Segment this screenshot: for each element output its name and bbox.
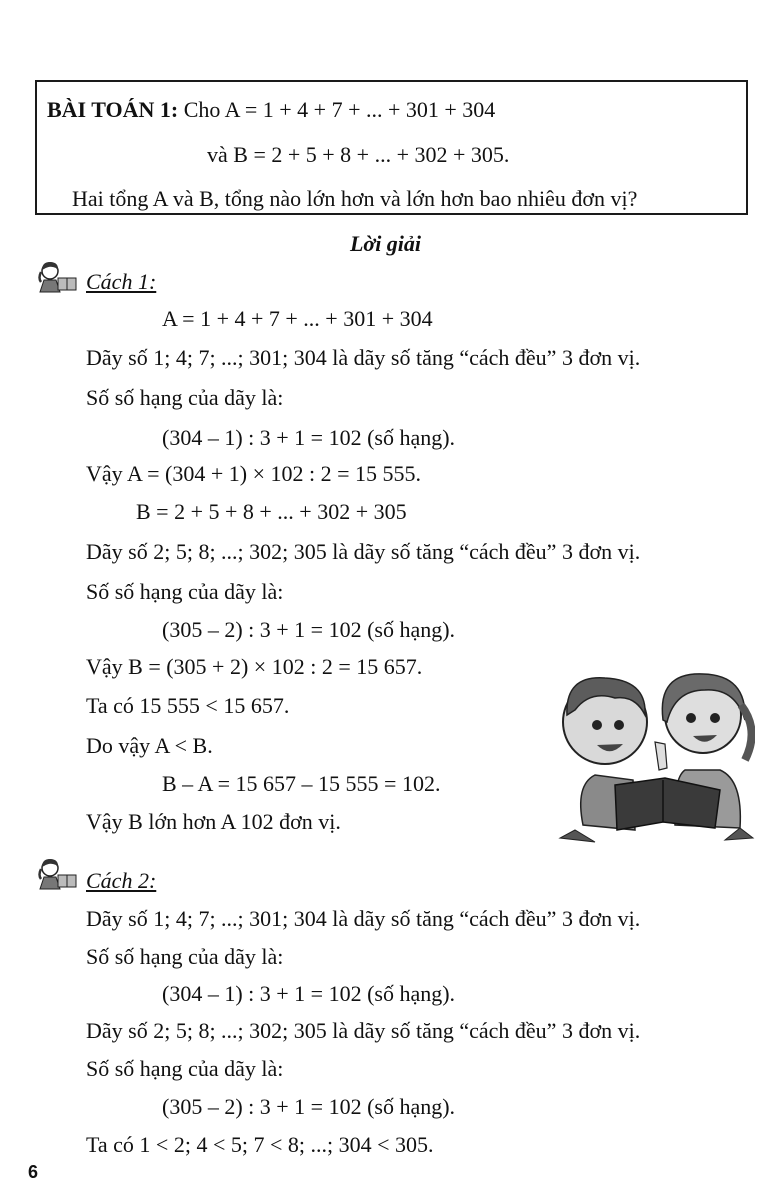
problem-label: BÀI TOÁN 1: (47, 97, 179, 122)
method-2-line: Số số hạng của dãy là: (86, 944, 284, 969)
problem-line-1 (47, 96, 495, 124)
page-number: 6 (28, 1162, 39, 1182)
method-2-line: Dãy số 2; 5; 8; ...; 302; 305 là dãy số tăng “cách đều” 3 đơn vị. (86, 1018, 641, 1043)
method-1-line: Vậy B lớn hơn A 102 đơn vị. (86, 809, 341, 834)
problem-line-2: và B = 2 + 5 + 8 + ... + 302 + 305. (207, 142, 510, 167)
method-1-line: Vậy B = (305 + 2) × 102 : 2 = 15 657. (86, 654, 423, 679)
children-reading-illustration (555, 660, 755, 845)
girl-reading-icon (36, 260, 80, 294)
method-2-line: Dãy số 1; 4; 7; ...; 301; 304 là dãy số tăng “cách đều” 3 đơn vị. (86, 906, 641, 931)
method-1-line: Do vậy A < B. (86, 733, 213, 758)
method-1-heading: Cách 1: (86, 269, 157, 294)
method-1-line: Dãy số 1; 4; 7; ...; 301; 304 là dãy số tăng “cách đều” 3 đơn vị. (86, 345, 641, 370)
method-1-line: (304 – 1) : 3 + 1 = 102 (số hạng). (162, 425, 456, 450)
method-1-line: Ta có 15 555 < 15 657. (86, 693, 290, 718)
method-1-line: B – A = 15 657 – 15 555 = 102. (162, 771, 441, 796)
method-2-line: (305 – 2) : 3 + 1 = 102 (số hạng). (162, 1094, 456, 1119)
method-2-line: (304 – 1) : 3 + 1 = 102 (số hạng). (162, 981, 456, 1006)
method-1-line: B = 2 + 5 + 8 + ... + 302 + 305 (136, 499, 407, 524)
method-1-line: Dãy số 2; 5; 8; ...; 302; 305 là dãy số tăng “cách đều” 3 đơn vị. (86, 539, 641, 564)
method-1-line: Số số hạng của dãy là: (86, 579, 284, 604)
method-1-line: Vậy A = (304 + 1) × 102 : 2 = 15 555. (86, 461, 422, 486)
method-2-line: Số số hạng của dãy là: (86, 1056, 284, 1081)
problem-line-3: Hai tổng A và B, tổng nào lớn hơn và lớn hơn bao nhiêu đơn vị? (72, 186, 638, 211)
method-1-line: (305 – 2) : 3 + 1 = 102 (số hạng). (162, 617, 456, 642)
method-2-line: Ta có 1 < 2; 4 < 5; 7 < 8; ...; 304 < 305. (86, 1132, 434, 1157)
girl-reading-icon (36, 857, 80, 891)
solution-title: Lời giải (349, 231, 422, 256)
method-1-line: Số số hạng của dãy là: (86, 385, 284, 410)
problem-line-1-text: Cho A = 1 + 4 + 7 + ... + 301 + 304 (183, 97, 496, 122)
method-1-line: A = 1 + 4 + 7 + ... + 301 + 304 (162, 306, 433, 331)
method-2-heading: Cách 2: (86, 868, 157, 893)
